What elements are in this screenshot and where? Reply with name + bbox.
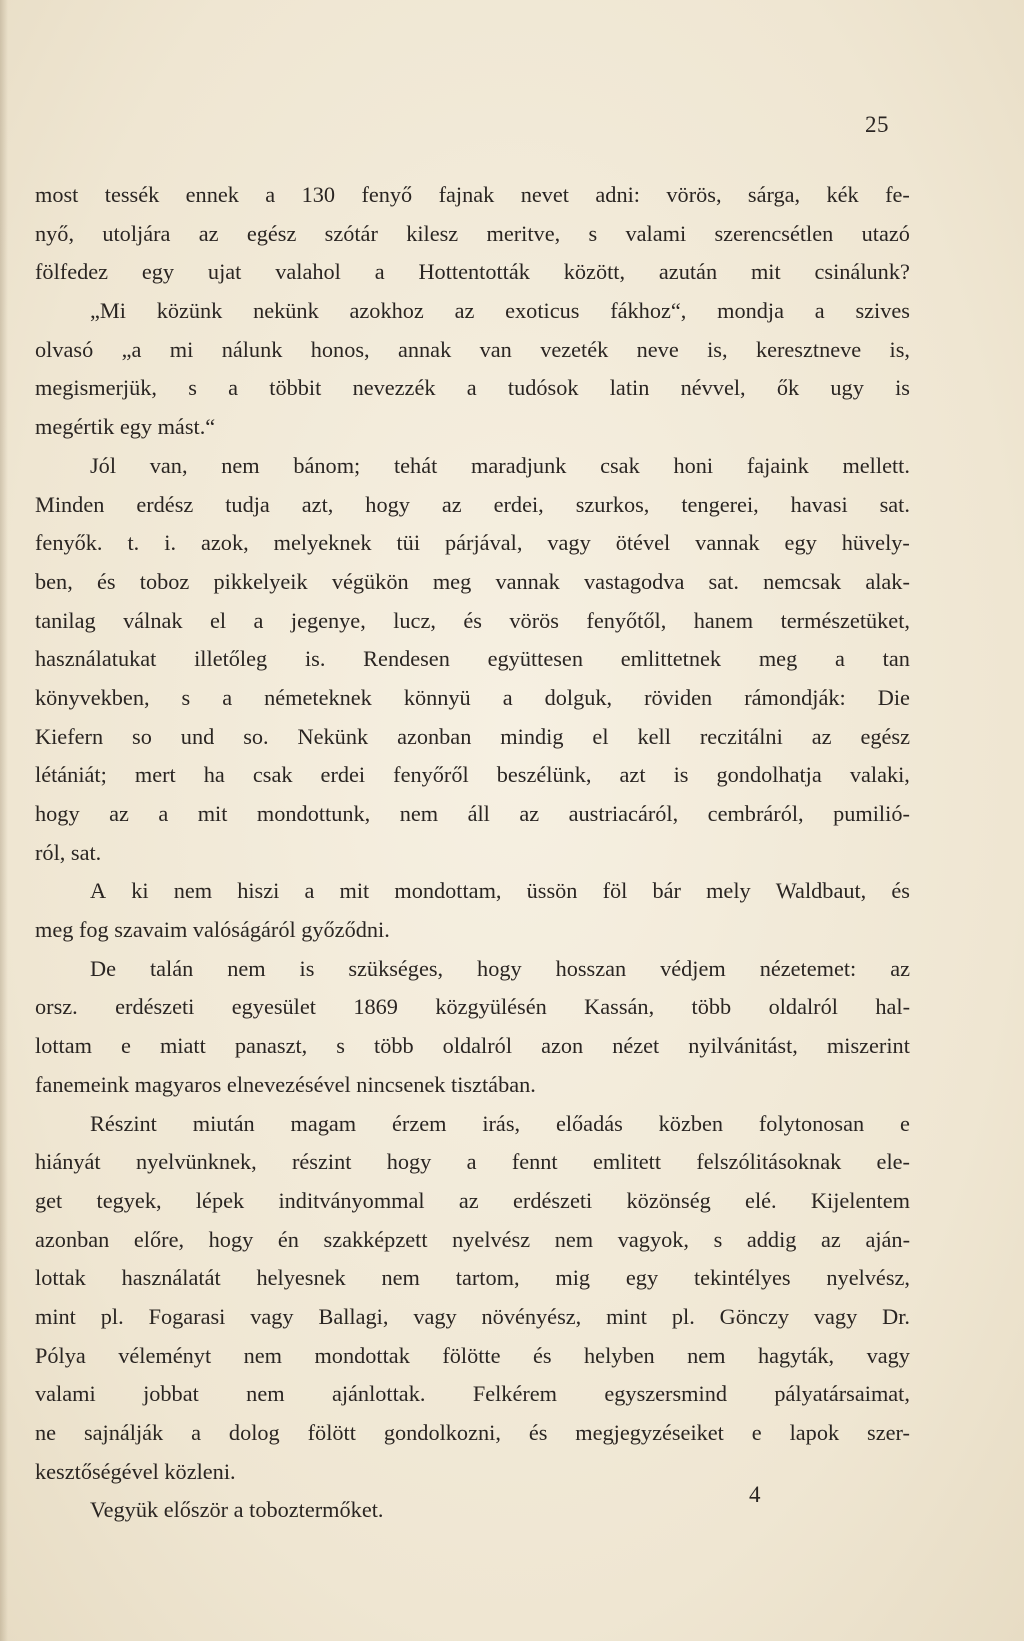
text-line: orsz. erdészeti egyesület 1869 közgyülésén Kassán, több oldalról hal- xyxy=(35,994,910,1020)
text-line: A ki nem hiszi a mit mondottam, üssön föl bár mely Waldbaut, és xyxy=(90,878,910,904)
text-line: ne sajnálják a dolog fölött gondolkozni, és megjegyzéseiket e lapok szer- xyxy=(35,1420,910,1445)
text-line: lottak használatát helyesnek nem tartom, mig egy tekintélyes nyelvész, xyxy=(35,1265,910,1291)
text-line: mint pl. Fogarasi vagy Ballagi, vagy növényész, mint pl. Gönczy vagy Dr. xyxy=(35,1303,910,1329)
page-number: 25 xyxy=(865,112,889,137)
text-line: megismerjük, s a többit nevezzék a tudósok latin névvel, ők ugy is xyxy=(35,375,910,401)
text-line: hogy az a mit mondottunk, nem áll az austriacáról, cembráról, pumilió- xyxy=(35,801,910,826)
text-line: get tegyek, lépek inditványommal az erdészeti közönség elé. Kijelentem xyxy=(35,1187,910,1213)
text-line: Minden erdész tudja azt, hogy az erdei, szurkos, tengerei, havasi sat. xyxy=(35,491,910,517)
text-line: valami jobbat nem ajánlottak. Felkérem egyszersmind pályatársaimat, xyxy=(35,1381,910,1407)
text-line: megértik egy mást.“ xyxy=(35,414,216,440)
text-line: hiányát nyelvünknek, részint hogy a fennt emlitett felszólitásoknak ele- xyxy=(35,1149,910,1175)
text-line: fölfedez egy ujat valahol a Hottentották között, azután mit csinálunk? xyxy=(35,259,910,285)
body-text xyxy=(35,176,910,1530)
text-line: Kiefern so und so. Nekünk azonban mindig el kell reczitálni az egész xyxy=(35,723,910,749)
text-line: De talán nem is szükséges, hogy hosszan védjem nézetemet: az xyxy=(90,955,910,981)
text-line: „Mi közünk nekünk azokhoz az exoticus fákhoz“, mondja a szives xyxy=(90,298,910,324)
text-line: Vegyük először a toboztermőket. xyxy=(90,1497,384,1523)
text-line: meg fog szavaim valóságáról győződni. xyxy=(35,917,390,943)
text-line: Pólya véleményt nem mondottak fölötte és helyben nem hagyták, vagy xyxy=(35,1342,910,1368)
text-line: fanemeink magyaros elnevezésével nincsenek tisztában. xyxy=(35,1071,536,1097)
text-line: könyvekben, s a németeknek könnyü a dolguk, röviden rámondják: Die xyxy=(35,684,910,710)
text-line: olvasó „a mi nálunk honos, annak van vezeték neve is, keresztneve is, xyxy=(35,336,910,362)
text-line: Részint miután magam érzem irás, előadás közben folytonosan e xyxy=(90,1110,910,1136)
text-line: használatukat illetőleg is. Rendesen együttesen emlittetnek meg a tan xyxy=(35,646,910,672)
text-line: ról, sat. xyxy=(35,839,102,865)
signature-mark: 4 xyxy=(749,1482,761,1507)
text-line: tanilag válnak el a jegenye, lucz, és vörös fenyőtől, hanem természetüket, xyxy=(35,607,910,633)
text-line: fenyők. t. i. azok, melyeknek tüi párjával, vagy ötével vannak egy hüvely- xyxy=(35,530,910,556)
text-line: kesztőségével közleni. xyxy=(35,1458,236,1484)
text-line: nyő, utoljára az egész szótár kilesz meritve, s valami szerencsétlen utazó xyxy=(35,220,910,246)
text-line: most tessék ennek a 130 fenyő fajnak nevet adni: vörös, sárga, kék fe- xyxy=(35,182,910,207)
text-line: lottam e miatt panaszt, s több oldalról azon nézet nyilvánitást, miszerint xyxy=(35,1033,910,1059)
text-line: ben, és toboz pikkelyeik végükön meg vannak vastagodva sat. nemcsak alak- xyxy=(35,568,910,594)
text-line: azonban előre, hogy én szakképzett nyelvész nem vagyok, s addig az aján- xyxy=(35,1226,910,1252)
text-line: Jól van, nem bánom; tehát maradjunk csak honi fajaink mellett. xyxy=(90,452,910,478)
text-line: létániát; mert ha csak erdei fenyőről beszélünk, azt is gondolhatja valaki, xyxy=(35,762,910,788)
binding-edge xyxy=(0,0,8,1641)
